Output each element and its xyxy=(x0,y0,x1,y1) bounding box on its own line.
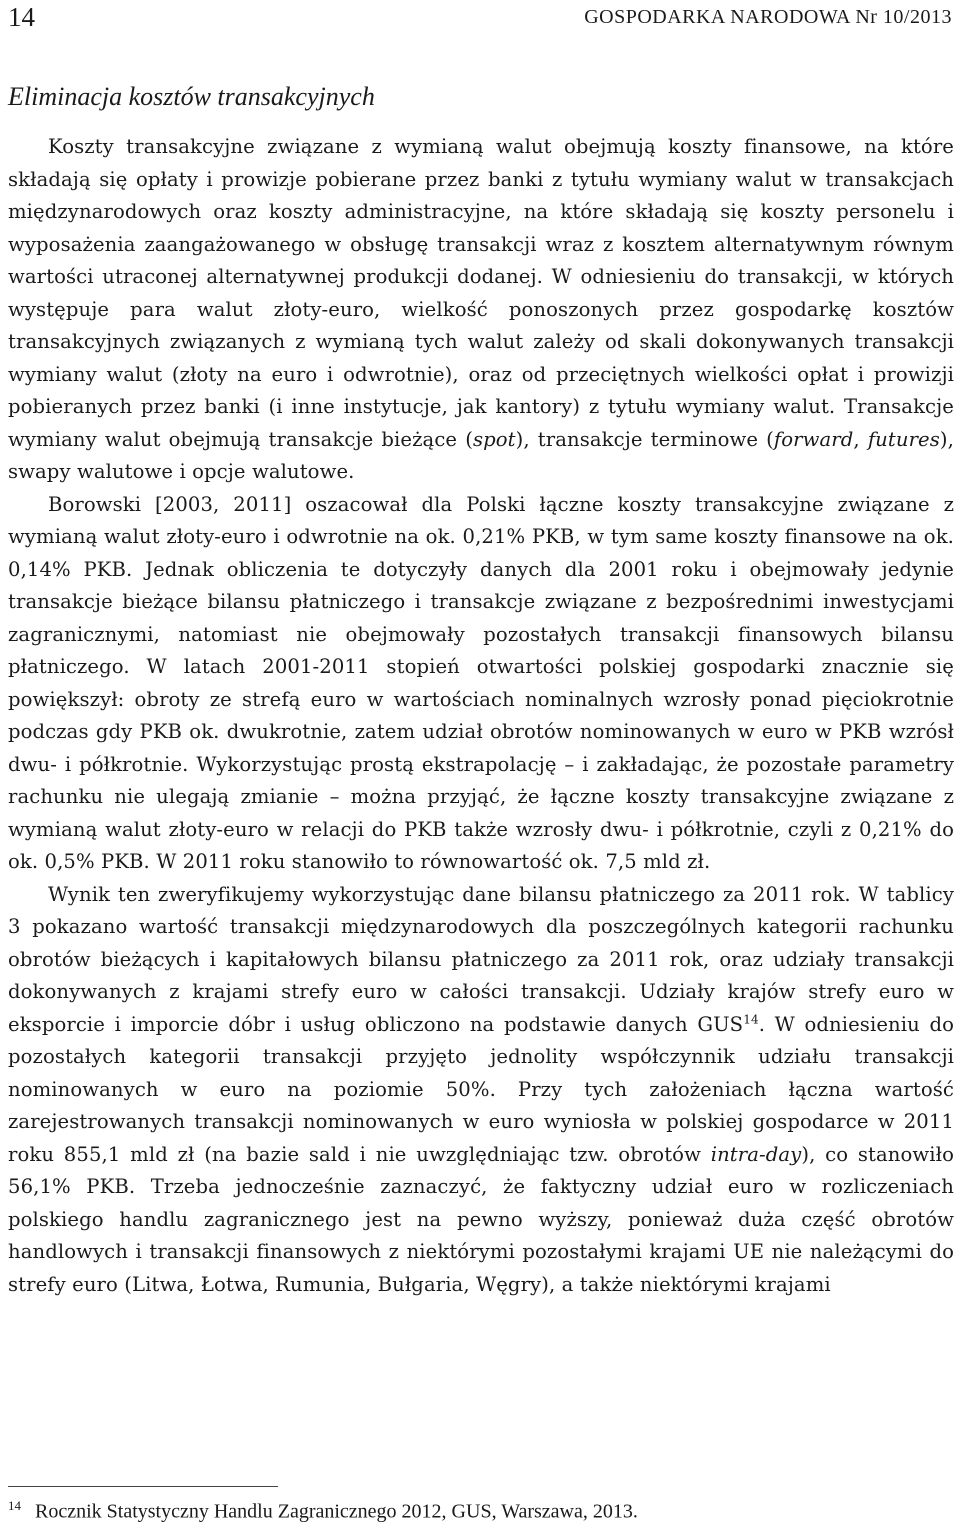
paragraph-2: Borowski [2003, 2011] oszacował dla Polski łączne koszty transakcyjne związane z wymianą walut złoty-euro i odwrotnie na ok. 0,21% PKB, w tym same koszty finansowe na ok. 0,14% PKB. Jednak obliczenia te dotyczyły danych dla 2001 roku i obejmowały jedynie transakcje bieżące bilansu płatniczego i transakcje związane z bezpośrednimi inwestycjami zagranicznymi, natomiast nie obejmowały pozostałych transakcji finansowych bilansu płatniczego. W latach 2001-2011 stopień otwartości polskiej gospodarki znacznie się powiększył: obroty ze strefą euro w wartościach nominalnych wzrosły ponad pięciokrotnie podczas gdy PKB ok. dwukrotnie, zatem udział obrotów nominowanych w euro w PKB wzrósł dwu- i półkrotnie. Wykorzystując prostą ekstrapolację – i zakładając, że pozostałe parametry rachunku nie ulegają zmianie – można przyjąć, że łączne koszty transakcyjne związane z wymianą walut złoty-euro w relacji do PKB także wzrosły dwu- i półkrotnie, czyli z 0,21% do ok. 0,5% PKB. W 2011 roku stanowiło to równowartość ok. 7,5 mld zł. xyxy=(8,492,954,873)
page-number: 14 xyxy=(8,2,35,32)
italic-term-spot: spot xyxy=(472,427,516,451)
italic-term-futures: futures xyxy=(867,427,940,451)
section-title: Eliminacja kosztów transakcyjnych xyxy=(8,82,375,111)
footnote-mark: 14 xyxy=(8,1498,21,1513)
footnote-reference[interactable]: 14 xyxy=(743,1011,759,1026)
italic-term-intraday: intra-day xyxy=(710,1142,802,1166)
paragraph-3: Wynik ten zweryfikujemy wykorzystując dane bilansu płatniczego za 2011 rok. W tablicy 3 pokazano wartość transakcji międzynarodowych dla poszczególnych kategorii rachunku obrotów bieżących i kapitałowych bilansu płatniczego za 2011 rok, oraz udziały transakcji dokonywanych z krajami strefy euro w całości transakcji. Udziały krajów strefy euro w eksporcie i imporcie dóbr i usług obliczono na podstawie danych GUS$^{14}$. W odniesieniu do pozostałych kategorii transakcji przyjęto jednolity współczynnik udziału transakcji nominowanych w euro na poziomie 50%. Przy tych założeniach łączna wartość zarejestrowanych transakcji nominowanych w euro wyniosła w polskiej gospodarce w 2011 roku 855,1 mld zł (na bazie sald i nie uwzględniając tzw. obrotów intra-day), co stanowiło 56,1% PKB. Trzeba jednocześnie zaznaczyć, że faktyczny udział euro w rozliczeniach polskiego handlu zagranicznego jest na pewno wyższy, ponieważ duża część obrotów handlowych i transakcji finansowych z niektórymi pozostałymi krajami UE nie należącymi do strefy euro (Litwa, Łotwa, Rumunia, Bułgaria, Węgry), a także niektórymi krajami xyxy=(8,882,954,1296)
footnote-text: Rocznik Statystyczny Handlu Zagranicznego 2012, GUS, Warszawa, 2013. xyxy=(35,1500,638,1523)
footnote-divider xyxy=(8,1486,278,1487)
paragraph-1: Koszty transakcyjne związane z wymianą walut obejmują koszty finansowe, na które składają się opłaty i prowizje pobierane przez banki z tytułu wymiany walut w transakcjach międzynarodowych oraz koszty administracyjne, na które składają się koszty personelu i wyposażenia zaangażowanego w obsługę transakcji wraz z kosztem alternatywnym równym wartości utraconej alternatywnej produkcji dodanej. W odniesieniu do transakcji, w których występuje para walut złoty-euro, wielkość ponoszonych przez gospodarkę kosztów transakcyjnych związanych z wymianą tych walut zależy od skali dokonywanych transakcji wymiany walut (złoty na euro i odwrotnie), oraz od przeciętnych wielkości opłat i prowizji pobieranych przez banki (i inne instytucje, jak kantory) z tytułu wymiany walut. Transakcje wymiany walut obejmują transakcje bieżące (spot), transakcje terminowe (forward, futures), swapy walutowe i opcje walutowe. xyxy=(8,135,954,483)
footnote xyxy=(8,1498,638,1524)
article-body xyxy=(8,131,954,1301)
italic-term-forward: forward xyxy=(773,427,854,451)
page-header xyxy=(8,2,952,38)
journal-title: GOSPODARKA NARODOWA Nr 10/2013 xyxy=(584,6,952,28)
